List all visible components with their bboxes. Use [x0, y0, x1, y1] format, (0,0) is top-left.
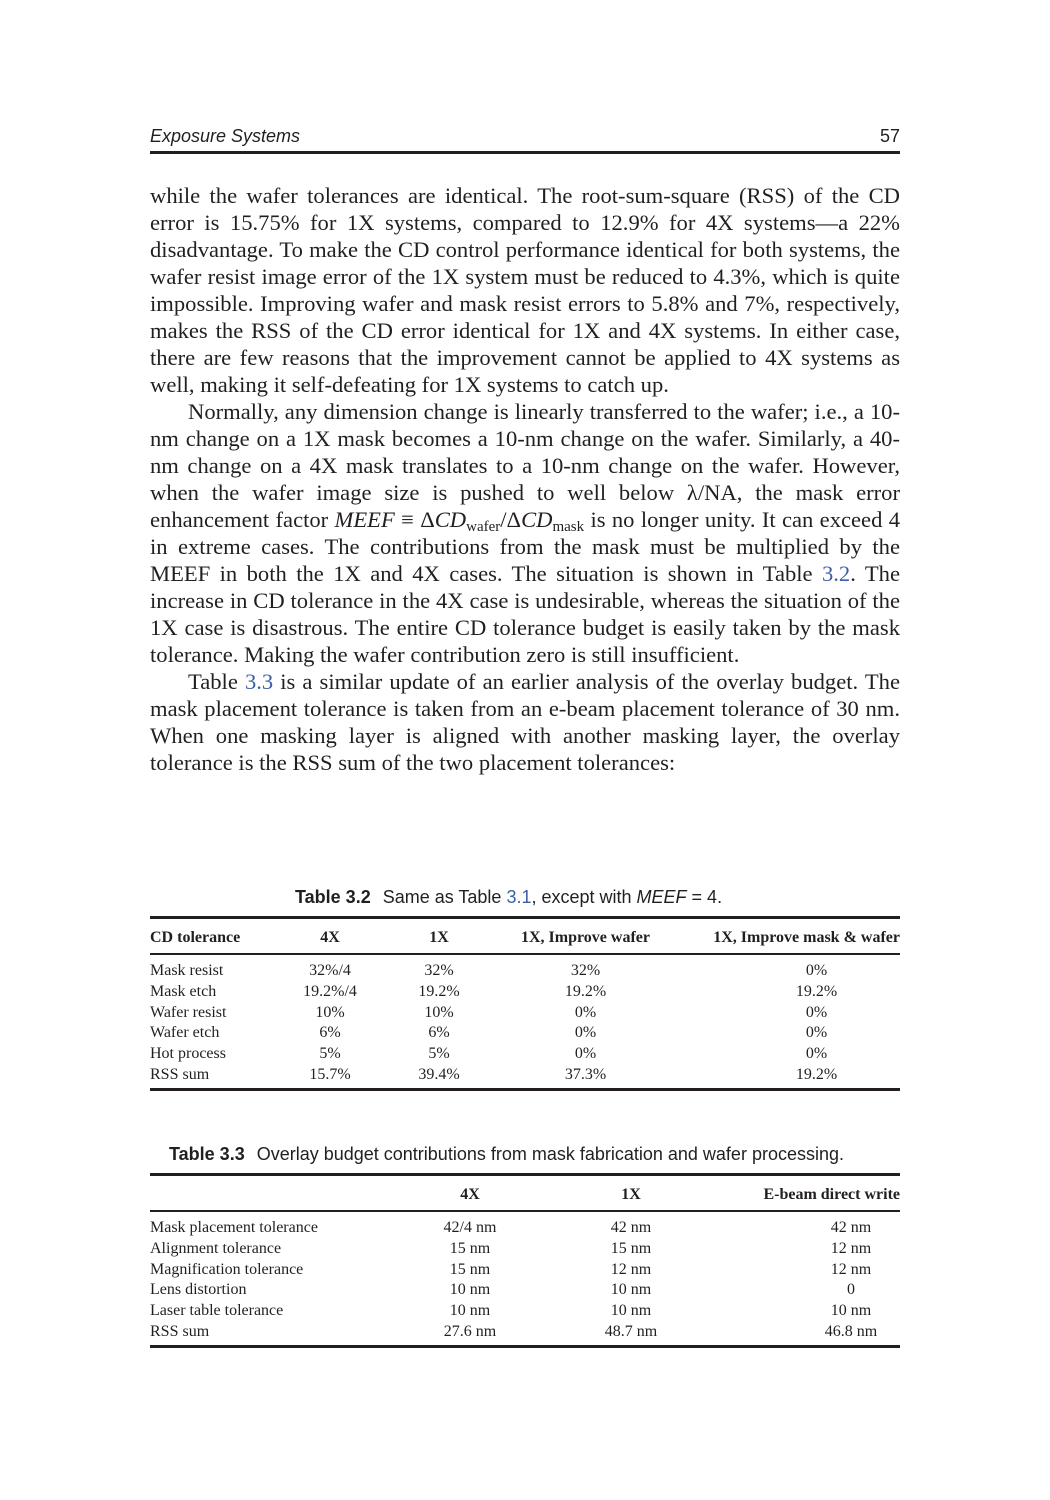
table-cell: 0	[847, 1281, 855, 1299]
table-cell: 32%	[570, 962, 601, 979]
running-title: Exposure Systems	[150, 126, 301, 146]
table-row	[150, 1065, 900, 1089]
table-cell: 42 nm	[610, 1219, 652, 1236]
body-text	[150, 182, 900, 776]
subscript-mask: mask	[552, 519, 585, 535]
table-cell: RSS sum	[150, 1322, 210, 1340]
table-3-2-caption	[295, 887, 722, 908]
table-cell: 19.2%/4	[303, 982, 357, 1000]
table-cell: 10%	[315, 1003, 345, 1021]
column-header: E-beam direct write	[763, 1186, 900, 1203]
paragraph-1: while the wafer tolerances are identical. The root-sum-square (RSS) of the CD error is 15.75% for 1X systems, compared to 12.9% for 4X systems—a 22% disadvantage. To make the CD control performance identical for both systems, the wafer resist image error of the 1X system must be reduced to 4.3%, which is quite impossible. Improving wafer and mask resist errors to 5.8% and 7%, respectively, makes the RSS of the CD error identical for 1X and 4X systems. In either case, there are few reasons that the improvement cannot be applied to 4X systems as well, making it self-defeating for 1X systems to catch up.	[150, 183, 900, 397]
table-cell: 10%	[424, 1003, 454, 1021]
p2-text-a: Normally, any dimension change is linearly transferred to the wafer; i.e., a 10-nm change on a 1X mask becomes a 10-nm change on the wafer. Similarly, a 40-nm change on a 4X mask translates to a 10-nm change on the wafer. However, when the wafer image size is pushed to well below λ/NA, the mask error enhancement factor	[150, 399, 900, 532]
table-cell: Wafer etch	[150, 1024, 220, 1042]
page-number: 57	[879, 126, 900, 146]
table-cell: 6%	[319, 1024, 341, 1042]
cd-symbol-1: CD	[434, 507, 467, 532]
table-cell: 10 nm	[449, 1281, 491, 1299]
caption-text-a: Same as Table	[382, 887, 507, 907]
table-cell: 0%	[805, 1003, 828, 1021]
cd-symbol-2: CD	[521, 507, 553, 532]
table-cell: 12 nm	[610, 1260, 652, 1278]
table-3-2-link[interactable]: 3.2	[821, 561, 851, 586]
column-header: 1X, Improve wafer	[520, 929, 650, 946]
table-row	[150, 1301, 900, 1322]
table-cell: 15 nm	[449, 1260, 491, 1278]
p2-text-b: is no longer unity. It can exceed 4 in extreme cases. The contributions from the mask must be multiplied by the MEEF in both the 1X and 4X cases. The situation is shown in Table	[150, 507, 901, 586]
caption-meef: MEEF	[636, 887, 687, 907]
table-body	[150, 1211, 900, 1346]
table-body	[150, 954, 900, 1089]
table-cell: 19.2%	[795, 982, 838, 1000]
paragraph-2	[150, 398, 900, 668]
table-3-3-caption-text: Overlay budget contributions from mask fabrication and wafer processing.	[256, 1144, 844, 1164]
table-cell: 37.3%	[564, 1065, 607, 1083]
table-row	[150, 1044, 900, 1065]
table-cell: 42/4 nm	[443, 1219, 497, 1236]
table-row	[150, 954, 900, 982]
table-row	[150, 1239, 900, 1260]
table-cell: 27.6 nm	[443, 1322, 497, 1340]
table-cell: RSS sum	[150, 1065, 210, 1083]
column-header: CD tolerance	[150, 929, 241, 946]
table-row	[150, 1260, 900, 1281]
table-cell: Hot process	[150, 1045, 226, 1063]
table-cell: 0%	[805, 1045, 828, 1063]
table-row	[150, 1211, 900, 1239]
table-cell: Mask etch	[150, 982, 217, 1000]
table-cell: Wafer resist	[150, 1003, 227, 1021]
table-cell: 46.8 nm	[824, 1322, 878, 1340]
caption-text-c: = 4.	[686, 887, 723, 907]
p2-text-c: . The increase in CD tolerance in the 4X case is undesirable, whereas the situation of the 1X case is disastrous. The entire CD tolerance budget is easily taken by the mask tolerance. Making the wafer contribution zero is still insufficient.	[150, 561, 900, 667]
table-row	[150, 1280, 900, 1301]
table-3-3-caption	[169, 1144, 844, 1165]
table-3-1-link[interactable]: 3.1	[506, 887, 532, 907]
table-cell: 6%	[428, 1024, 450, 1042]
slash-delta: /Δ	[500, 507, 522, 532]
table-3-3-link[interactable]: 3.3	[244, 669, 274, 694]
p3-text-b: is a similar update of an earlier analysis of the overlay budget. The mask placement tolerance is taken from an e-beam placement tolerance of 30 nm. When one masking layer is aligned with another masking layer, the overlay tolerance is the RSS sum of the two placement tolerances:	[150, 669, 900, 775]
table-row	[150, 1322, 900, 1346]
table-cell: Alignment tolerance	[150, 1239, 282, 1257]
table-cell: Mask resist	[150, 962, 224, 979]
table-cell: Laser table tolerance	[150, 1302, 284, 1320]
table-3-3-label: Table 3.3	[169, 1144, 245, 1164]
table-cell: 0%	[805, 962, 828, 979]
table-cell: 12 nm	[830, 1239, 872, 1257]
table-cell: 42 nm	[830, 1219, 872, 1236]
table-cell: 0%	[574, 1003, 597, 1021]
table-cell: Magnification tolerance	[150, 1260, 304, 1278]
table-header-row	[150, 1175, 900, 1212]
meef-symbol: MEEF	[334, 507, 395, 532]
table-cell: 15 nm	[610, 1239, 652, 1257]
table-3-2	[150, 916, 900, 1091]
table-cell: 0%	[574, 1045, 597, 1063]
table-cell: 10 nm	[449, 1302, 491, 1320]
table-cell: 10 nm	[610, 1302, 652, 1320]
table-cell: 5%	[428, 1045, 450, 1063]
table-row	[150, 982, 900, 1003]
column-header: 1X	[429, 929, 449, 946]
table-cell: 0%	[805, 1024, 828, 1042]
table-cell: 12 nm	[830, 1260, 872, 1278]
column-header: 1X	[621, 1186, 641, 1203]
table-cell: Mask placement tolerance	[150, 1219, 318, 1236]
table-cell: 19.2%	[795, 1065, 838, 1083]
p3-text-a: Table	[188, 669, 245, 694]
column-header: 4X	[460, 1186, 480, 1203]
table-cell: Lens distortion	[150, 1281, 247, 1299]
table-row	[150, 1003, 900, 1024]
table-cell: 19.2%	[418, 982, 460, 1000]
paragraph-3	[150, 668, 900, 776]
table-cell: 15.7%	[309, 1065, 351, 1083]
table-cell: 5%	[319, 1045, 341, 1063]
table-3-3	[150, 1173, 900, 1348]
table-cell: 32%	[424, 962, 454, 979]
caption-text-b: , except with	[531, 887, 637, 907]
subscript-wafer: wafer	[466, 519, 501, 535]
table-cell: 39.4%	[418, 1065, 460, 1083]
running-header	[150, 124, 900, 154]
table-cell: 10 nm	[830, 1302, 872, 1320]
table-row	[150, 1023, 900, 1044]
table-header-row	[150, 918, 900, 955]
table-cell: 10 nm	[610, 1281, 652, 1299]
column-header: 1X, Improve mask & wafer	[713, 929, 900, 946]
table-3-2-label: Table 3.2	[295, 887, 371, 907]
table-cell: 19.2%	[564, 982, 607, 1000]
table-cell: 32%/4	[309, 962, 351, 979]
table-cell: 15 nm	[449, 1239, 491, 1257]
table-cell: 0%	[574, 1024, 597, 1042]
column-header: 4X	[320, 929, 340, 946]
column-header	[150, 1175, 400, 1212]
table-cell: 48.7 nm	[604, 1322, 658, 1340]
equiv-delta: ≡ Δ	[394, 507, 435, 532]
